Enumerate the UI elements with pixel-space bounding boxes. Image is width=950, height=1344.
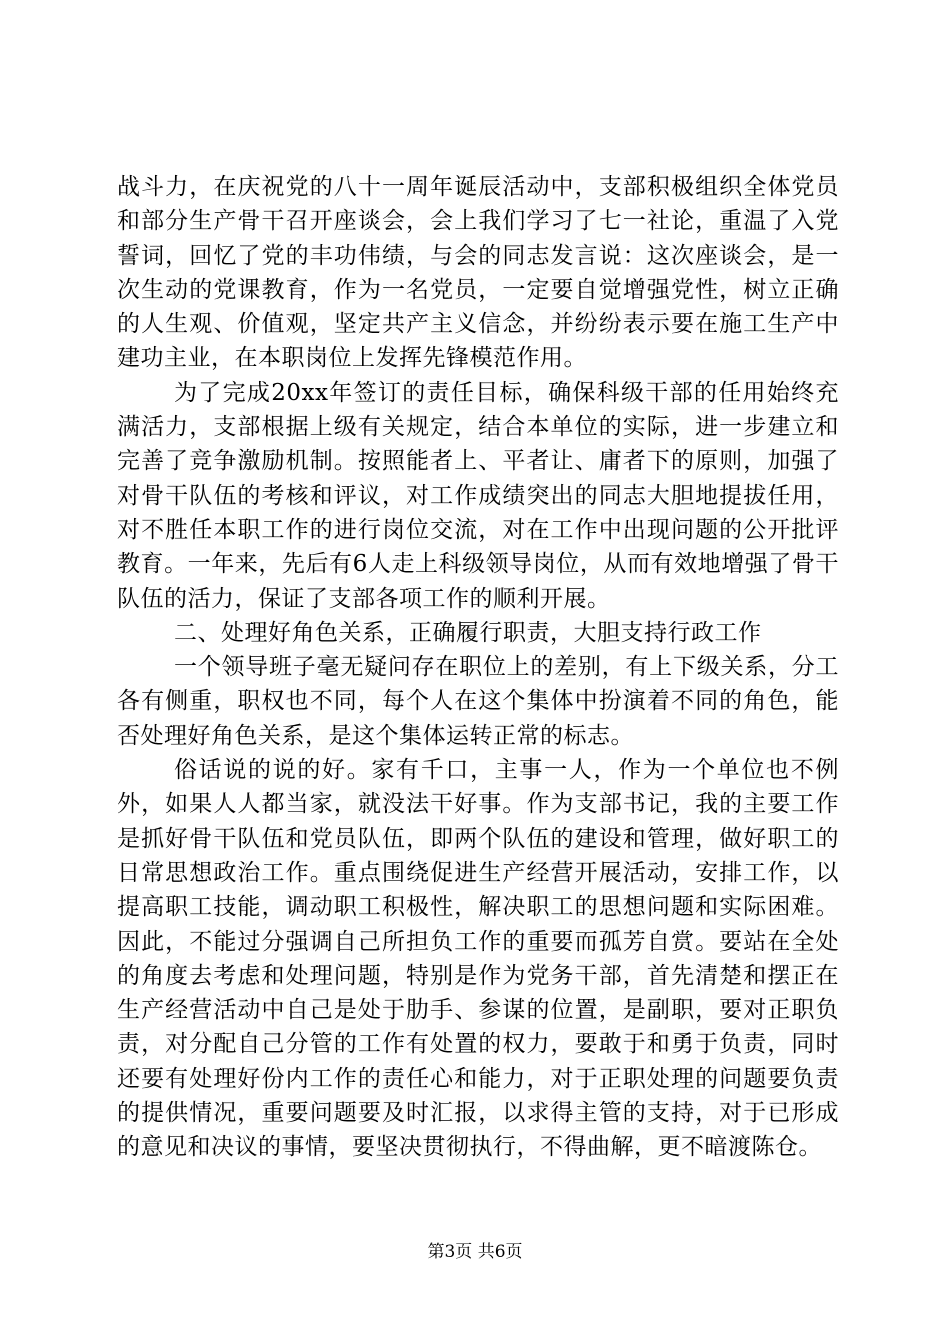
paragraph-1: 战斗力，在庆祝党的八十一周年诞辰活动中，支部积极组织全体党员和部分生产骨干召开座谈会，会上我们学习了七一社论，重温了入党誓词，回忆了党的丰功伟绩，与会的同志发言说：这次座谈会，是一次生动的党课教育，作为一名党员，一定要自觉增强党性，树立正确的人生观、价值观，坚定共产主义信念，并纷纷表示要在施工生产中建功主业，在本职岗位上发挥先锋模范作用。 xyxy=(117,174,839,372)
document-body xyxy=(117,170,839,1165)
paragraph-3: 一个领导班子毫无疑问存在职位上的差别，有上下级关系，分工各有侧重，职权也不同，每个人在这个集体中扮演着不同的角色，能否处理好角色关系，是这个集体运转正常的标志。 xyxy=(117,654,839,749)
section-heading: 二、处理好角色关系，正确履行职责，大胆支持行政工作 xyxy=(174,619,762,646)
paragraph-2: 为了完成20xx年签订的责任目标，确保科级干部的任用始终充满活力，支部根据上级有关规定，结合本单位的实际，进一步建立和完善了竞争激励机制。按照能者上、平者让、庸者下的原则，加强了对骨干队伍的考核和评议，对工作成绩突出的同志大胆地提拔任用，对不胜任本职工作的进行岗位交流，对在工作中出现问题的公开批评教育。一年来，先后有6人走上科级领导岗位，从而有效地增强了骨干队伍的活力，保证了支部各项工作的顺利开展。 xyxy=(117,379,839,612)
paragraph-4: 俗话说的说的好。家有千口，主事一人，作为一个单位也不例外，如果人人都当家，就没法干好事。作为支部书记，我的主要工作是抓好骨干队伍和党员队伍，即两个队伍的建设和管理，做好职工的日常思想政治工作。重点围绕促进生产经营开展活动，安排工作，以提高职工技能，调动职工积极性，解决职工的思想问题和实际困难。因此，不能过分强调自己所担负工作的重要而孤芳自赏。要站在全处的角度去考虑和处理问题，特别是作为党务干部，首先清楚和摆正在生产经营活动中自己是处于肋手、参谋的位置，是副职，要对正职负责，对分配自己分管的工作有处置的权力，要敢于和勇于负责，同时还要有处理好份内工作的责任心和能力，对于正职处理的问题要负责的提供情况，重要问题要及时汇报，以求得主管的支持，对于已形成的意见和决议的事情，要坚决贯彻执行，不得曲解，更不暗渡陈仓。 xyxy=(117,757,839,1161)
page-footer: 第3页 共6页 xyxy=(427,1242,523,1262)
